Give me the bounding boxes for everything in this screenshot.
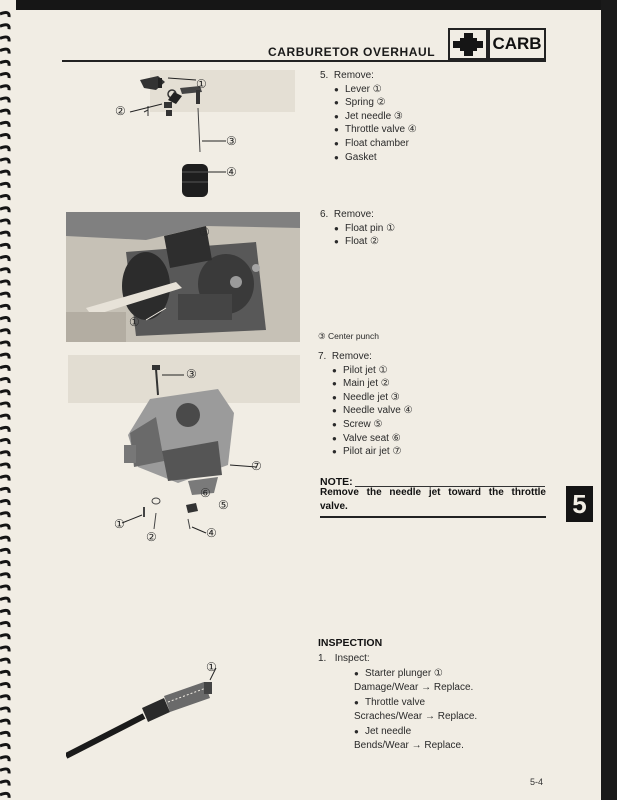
list-item: ● Throttle valve [354, 696, 426, 708]
callout-5-jets: ⑤ [218, 498, 229, 512]
note-body: Remove the needle jet toward the throttle valve. [320, 487, 546, 512]
scan-right-edge [601, 0, 617, 800]
list-item-detail: Damage/Wear → Replace. [354, 682, 474, 693]
step-5-block [320, 69, 417, 164]
list-item: ● Gasket [334, 151, 377, 163]
scan-top-edge [0, 0, 617, 10]
step-6-number: 6. [320, 209, 329, 220]
list-item: ● Float ② [334, 236, 379, 248]
section-tag: CARB [488, 28, 546, 60]
list-item: ● Throttle valve ④ [334, 124, 417, 136]
list-item-detail: Bends/Wear → Replace. [354, 740, 464, 751]
callout-3-jets: ③ [186, 367, 197, 381]
list-item-detail: Scraches/Wear → Replace. [354, 711, 478, 722]
list-item: ● Main jet ② [332, 378, 390, 390]
callout-3-photo: ③ [199, 225, 210, 239]
inspection-number: 1. [318, 653, 327, 664]
list-item: ● Pilot air jet ⑦ [332, 446, 402, 458]
callout-1-plunger: ① [206, 660, 217, 674]
list-item: ● Lever ① [334, 83, 382, 95]
inspection-block [318, 652, 477, 754]
step-5-heading: Remove: [333, 70, 374, 81]
list-item: ● Needle jet ③ [332, 391, 400, 403]
step-7-block [318, 350, 413, 459]
inspection-heading: Inspect: [334, 653, 370, 664]
callout-2: ② [115, 104, 126, 118]
list-item: ● Jet needle ③ [334, 110, 403, 122]
figure-float-removal-photo [66, 212, 300, 342]
section-tab: 5 [566, 486, 593, 522]
figure-jets-exploded [68, 355, 300, 555]
callout-2-jets: ② [146, 530, 157, 544]
list-item: ● Valve seat ⑥ [332, 432, 401, 444]
note-title: NOTE: [320, 476, 353, 488]
page-title: CARBURETOR OVERHAUL [268, 45, 436, 59]
list-item: ● Jet needle [354, 725, 412, 737]
callout-6-jets: ⑥ [200, 486, 211, 500]
figure-starter-plunger [66, 660, 226, 760]
callout-1: ① [196, 77, 207, 91]
list-item: ● Pilot jet ① [332, 364, 388, 376]
list-item: ● Float pin ① [334, 222, 396, 234]
callout-7-jets: ⑦ [251, 459, 262, 473]
step-6-heading: Remove: [333, 209, 374, 220]
callout-4-jets: ④ [206, 526, 217, 540]
callout-1-jets: ① [114, 517, 125, 531]
center-punch-caption: ③ Center punch [318, 331, 380, 341]
list-item: ● Starter plunger ① [354, 667, 443, 679]
callout-4: ④ [226, 165, 237, 179]
list-item: ● Float chamber [334, 137, 409, 149]
page-number: 5-4 [530, 777, 544, 787]
step-6-block [320, 208, 395, 249]
callout-1-photo: ① [129, 315, 140, 329]
callout-3: ③ [226, 134, 237, 148]
carburetor-icon [448, 28, 488, 60]
step-5-number: 5. [320, 70, 329, 81]
list-item: ● Spring ② [334, 97, 386, 109]
note-rule [320, 516, 546, 518]
step-7-heading: Remove: [331, 351, 372, 362]
spiral-binding [0, 0, 16, 800]
list-item: ● Screw ⑤ [332, 418, 383, 430]
list-item: ● Needle valve ④ [332, 405, 413, 417]
step-7-number: 7. [318, 351, 327, 362]
inspection-title: INSPECTION [318, 637, 383, 649]
